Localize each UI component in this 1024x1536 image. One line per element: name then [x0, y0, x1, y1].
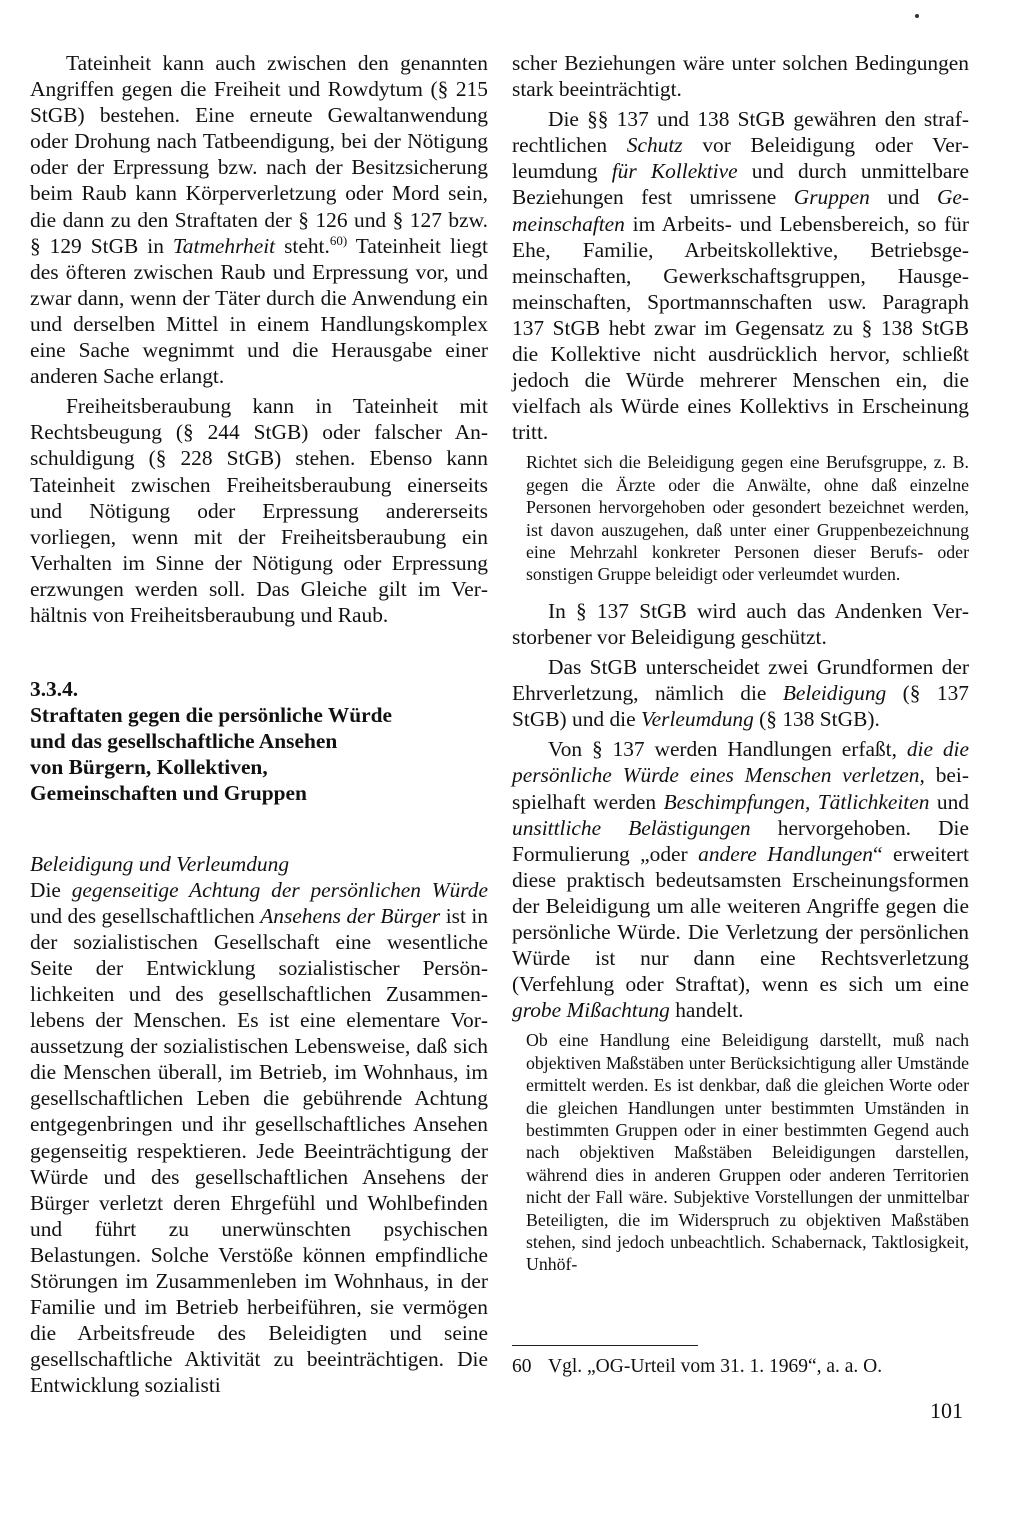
emphasis: gegenseitige Achtung der persönlichen Würde	[71, 877, 488, 902]
text-run: Tateinheit liegt des öfteren zwischen Raub und Erpressung vor, und zwar dann, wenn der Täter durch die Anwendung ein und derselben Mittel in einem Handlungskomplex eine Sache wegnimmt und die Herausgabe einer anderen Sache erlangt.	[30, 233, 488, 389]
section-title-line: und das gesellschaftliche Ansehen	[30, 729, 338, 754]
paragraph-schutz	[512, 106, 969, 445]
section-title-line: von Bürgern, Kollektiven,	[30, 755, 268, 780]
paragraph-tateinheit	[30, 50, 488, 389]
emphasis: Ansehens der Bürger	[260, 903, 441, 928]
right-column	[512, 50, 969, 1288]
text-run: Tateinheit kann auch zwischen den genannten Angriffen gegen die Freiheit und Rowdytum (§ 215 StGB) bestehen. Eine erneute Gewaltanwendung oder Drohung nach Tatbeendigung, bei der Nötigung oder der Erpressung bzw. nach der Besitzsicherung beim Raub kann Körperverletzung oder Mord sein, die dann zu den Straftaten der § 126 und § 127 bzw. § 129 StGB in	[30, 51, 488, 258]
section-number: 3.3.4.	[30, 677, 79, 702]
text-run: und	[869, 185, 937, 210]
emphasis-tatmehrheit: Tatmehrheit	[172, 233, 276, 258]
emphasis: andere Handlungen	[698, 841, 873, 866]
footnote-text: Vgl. „OG-Urteil vom 31. 1. 1969“, a. a. O.	[548, 1356, 883, 1377]
emphasis: unsittliche Belästigungen	[512, 815, 751, 840]
footnote-number: 60	[512, 1356, 532, 1377]
text-run: und	[929, 789, 969, 814]
emphasis: grobe Mißachtung	[512, 998, 670, 1023]
text-run: hervorgehoben. Die Formulierung „oder	[512, 815, 969, 866]
page-number: 101	[930, 1398, 963, 1423]
text-run: im Arbeits- und Lebensbereich, so für Ehe, Familie, Arbeitskollektive, Betriebsgemeinschaften, Gewerkschaftsgruppen, Hausgemeinschaften, Sportmannschaften usw. Paragraph 137 StGB hebt zwar im Gegensatz zu § 138 StGB die Kollektive nicht ausdrücklich hervor, schließt jedoch die Würde mehrerer Menschen ein, die vielfach als Würde eines Kollektivs in Erscheinung tritt.	[512, 211, 969, 445]
footnote-ref: 60)	[329, 232, 348, 248]
text-run: Die	[30, 877, 72, 902]
paragraph-andenken: In § 137 StGB wird auch das Andenken Verstorbener vor Beleidigung geschützt.	[512, 598, 969, 649]
paragraph-grundformen	[512, 654, 969, 732]
paragraph-achtung	[30, 877, 488, 1399]
text-run: Von § 137 werden Handlungen erfaßt,	[548, 737, 907, 762]
footnote	[512, 1355, 972, 1379]
emphasis: für Kollektive	[611, 159, 738, 184]
paragraph-freiheitsberaubung: Freiheitsberaubung kann in Tateinheit mit Rechtsbeugung (§ 244 StGB) oder falscher Anschuldigung (§ 228 StGB) stehen. Ebenso kann Tateinheit zwischen Freiheitsberaubung einerseits und Nötigung oder Erpressung andererseits vorliegen, wenn mit der Freiheitsberaubung ein Verhalten im Sinne der Nötigung oder Erpressung erzwungen werden soll. Das Gleiche gilt im Verhältnis von Freiheitsberaubung und Raub.	[30, 394, 488, 627]
text-run: und durch unmittelbare Beziehungen fest umrissene	[512, 159, 970, 210]
text-run: vor Beleidigung oder Verleumdung	[512, 133, 970, 184]
left-column	[30, 50, 488, 1403]
text-run: (§ 138 StGB).	[753, 707, 880, 732]
paragraph-continuation: scher Beziehungen wäre unter solchen Bedingungen stark beeinträchtigt.	[512, 51, 969, 102]
text-run: und des gesellschaftlichen	[30, 903, 261, 928]
text-run: ist in der sozialistischen Gesellschaft eine wesentliche Seite der Entwicklung sozialistischer Persönlichkeiten und des gesellschaftlichen Zusammenlebens der Menschen. Es ist eine elementare Voraussetzung der sozialistischen Lebensweise, daß sich die Menschen überall, im Betrieb, im Wohnhaus, im gesellschaftlichen Leben die gebührende Achtung entgegenbringen und ihr gesellschaftliches Ansehen gegenseitig respektieren. Jede Beeinträchtigung der Würde und des gesellschaftlichen Ansehens der Bürger verletzt deren Ehrgefühl und Wohlbefinden und führt zu unerwünschten psychischen Belastungen. Solche Verstöße können empfindliche Störungen im Zusammenleben im Wohnhaus, in der Familie und im Betrieb herbeiführen, sie vermögen die Arbeitsfreude des Beleidigten und seine gesellschaftliche Aktivität zu beeinträchtigen. Die Entwicklung sozialisti	[30, 903, 488, 1398]
note-beleidigung-objektiv: Ob eine Handlung eine Beleidigung darstellt, muß nach objektiven Maßstäben unter Berücksichtigung aller Umstände ermittelt werden. Es ist denkbar, daß die gleichen Worte oder die gleichen Handlungen unter bestimmten Umständen in bestimmten Gruppen oder in einer bestimmten Gegend auch nach objektiven Maßstäben Beleidigungen darstellen, während dies in anderen Gruppen oder anderen Territorien nicht der Fall wäre. Subjektive Vorstellungen der unmittelbar Beteiligten, die im Widerspruch zu objektiven Maßstäben stehen, sind jedoch unbeachtlich. Schabernack, Taktlosigkeit, Unhöf-	[526, 1030, 969, 1275]
paragraph-handlungen	[512, 736, 969, 1023]
text-run: Das StGB unterscheidet zwei Grundformen der Ehrverletzung, nämlich die	[512, 655, 969, 706]
emphasis: Beleidigung	[782, 681, 887, 706]
text-run: (§ 137 StGB) und die	[512, 681, 969, 732]
print-speck	[915, 14, 919, 18]
subheading: Beleidigung und Verleumdung	[30, 851, 290, 876]
emphasis: Gemeinschaften	[512, 185, 970, 236]
text-run: “ erweitert diese praktisch bedeutsamsten Erscheinungsformen der Beleidigung um alle weiteren Angriffe gegen die persönliche Würde. Die Verletzung der persönlichen Würde ist nur dann eine Rechtsverletzung (Verfehlung oder Straftat), wenn es sich um eine	[512, 841, 969, 997]
section-title	[30, 702, 488, 806]
emphasis: Gruppen	[793, 185, 870, 210]
emphasis: die die persönliche Würde eines Menschen verletzen,	[512, 737, 969, 788]
emphasis: Verleumdung	[640, 707, 754, 732]
emphasis: Schutz	[626, 133, 683, 158]
section-title-line: Gemeinschaften und Gruppen	[30, 781, 307, 806]
section-title-line: Straftaten gegen die persönliche Würde	[30, 703, 393, 728]
text-run: beispielhaft werden	[512, 763, 969, 814]
text-run: handelt.	[669, 998, 744, 1023]
footnote-rule	[512, 1345, 698, 1346]
text-run: steht.	[275, 233, 330, 258]
text-run: Die §§ 137 und 138 StGB gewähren den strafrechtlichen	[512, 107, 969, 158]
emphasis: Beschimpfungen, Tätlichkeiten	[663, 789, 930, 814]
note-berufsgruppe: Richtet sich die Beleidigung gegen eine Berufsgruppe, z. B. gegen die Ärzte oder die Anwälte, ohne daß einzelne Personen hervorgehoben oder gesondert bezeichnet werden, ist davon auszugehen, daß unter einer Gruppenbezeichnung eine Mehrzahl konkreter Personen dieser Berufs- oder sonstigen Gruppe beleidigt oder verleumdet wurden.	[526, 452, 969, 585]
